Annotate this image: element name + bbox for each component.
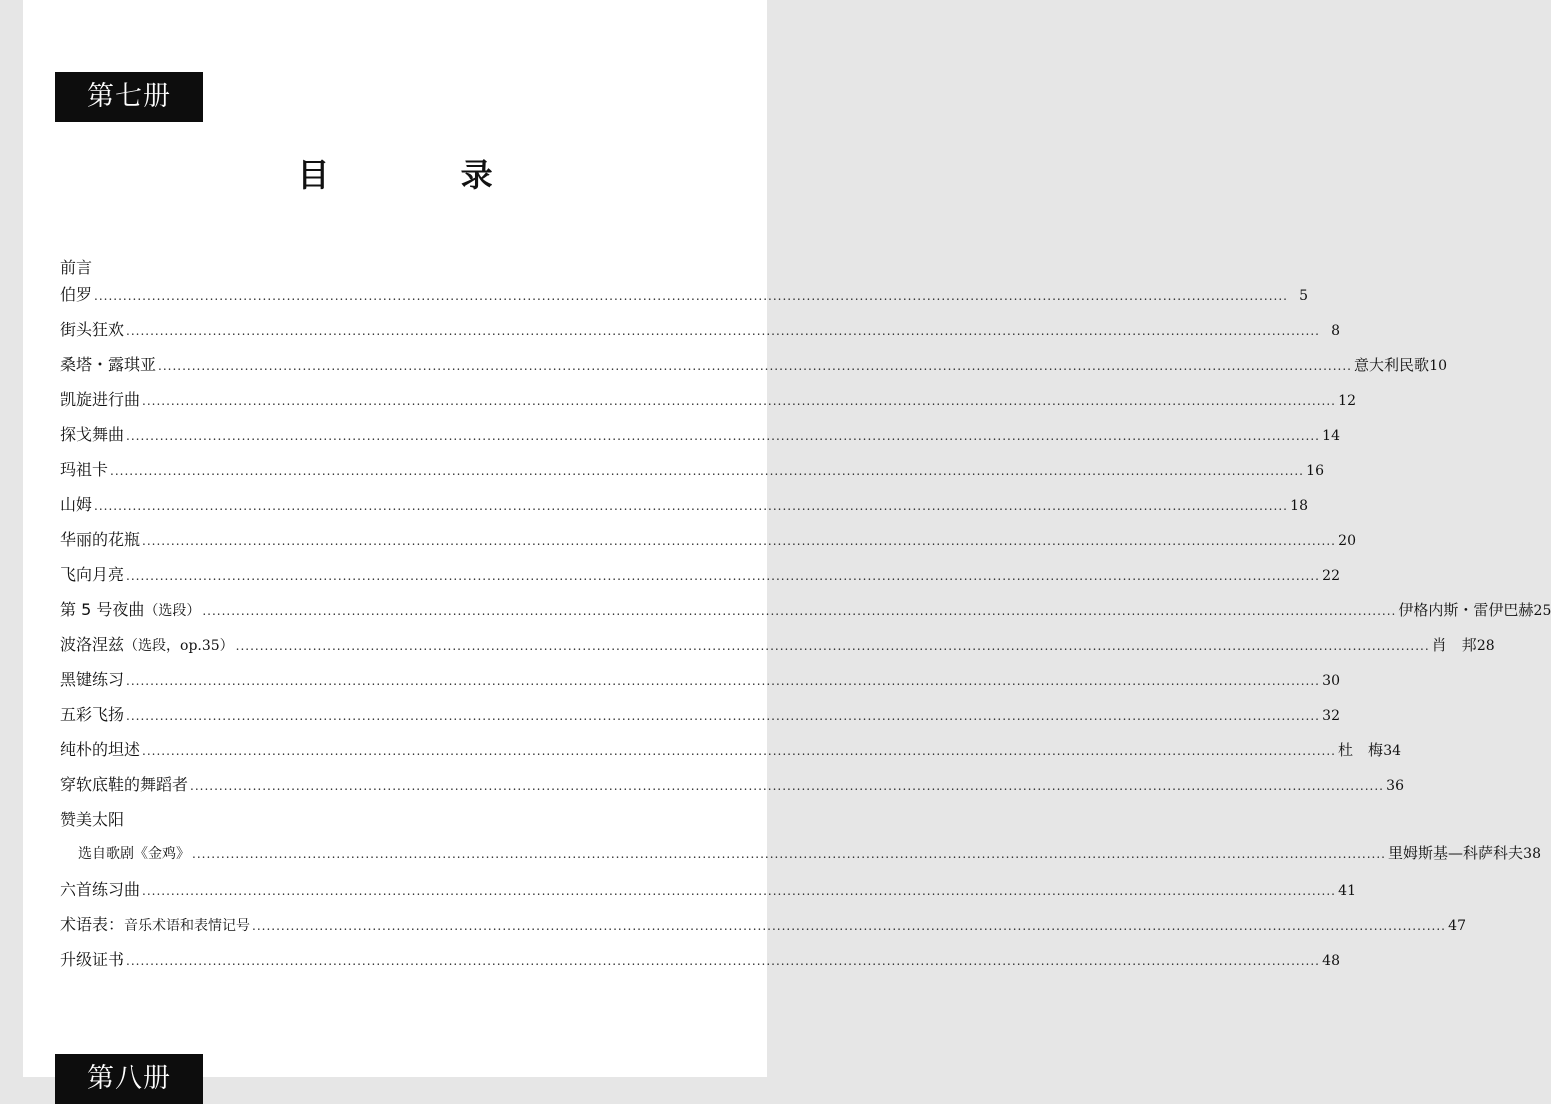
toc-entry-sub <box>60 842 1541 877</box>
toc-entry-title: 探戈舞曲 <box>60 425 125 444</box>
toc-entry <box>60 947 1340 982</box>
toc-entry <box>60 282 1308 317</box>
toc-leader-dots <box>158 359 1352 373</box>
toc-entry <box>60 352 1448 387</box>
toc-entry-note: 音乐术语和表情记号 <box>124 918 251 934</box>
toc-leader-dots <box>202 604 1396 618</box>
toc-entry-author: 里姆斯基—科萨科夫 <box>1387 844 1523 862</box>
toc-entry-page: 30 <box>1322 673 1340 689</box>
toc-entry-page: 34 <box>1383 743 1402 759</box>
toc-entry-page: 18 <box>1290 498 1308 514</box>
toc-entry-note: （选段，op.35） <box>124 638 234 654</box>
toc-leader-dots <box>126 674 1320 688</box>
toc-entry-page: 47 <box>1448 918 1466 934</box>
toc-leader-dots <box>192 847 1386 861</box>
toc-entry-page: 16 <box>1306 463 1324 479</box>
toc-leader-dots <box>110 464 1304 478</box>
toc-entry-title: 赞美太阳 <box>60 810 125 829</box>
toc-entry-title: 六首练习曲 <box>60 880 141 899</box>
toc-entry-page: 36 <box>1386 778 1404 794</box>
toc-entry-title: 山姆 <box>60 495 93 514</box>
toc-entry-page: 22 <box>1322 568 1340 584</box>
toc-entry-title: 波洛涅兹 <box>60 635 125 654</box>
toc-entry-note: （选段） <box>144 603 201 619</box>
toc-entry-title: 伯罗 <box>60 285 93 304</box>
book-label-volume-7: 第七册 <box>55 72 203 122</box>
toc-entry <box>60 492 1308 527</box>
toc-entry-title: 选自歌剧《金鸡》 <box>78 846 190 862</box>
toc-entry <box>60 527 1356 562</box>
toc-entry <box>60 317 1340 352</box>
toc-entry-page: 5 <box>1299 288 1308 304</box>
toc-entry-page: 28 <box>1476 638 1495 654</box>
toc-entry-author: 杜 梅 <box>1338 741 1384 759</box>
toc-leader-dots <box>142 884 1336 898</box>
toc-leader-dots <box>126 569 1320 583</box>
document-page <box>23 0 1551 1094</box>
toc-entry <box>60 667 1340 702</box>
toc-entry-title: 玛祖卡 <box>60 460 109 479</box>
toc-leader-dots <box>94 499 1288 513</box>
toc-entry-title: 五彩飞扬 <box>60 705 125 724</box>
toc-entry <box>60 877 1356 912</box>
toc-entry-page: 48 <box>1322 953 1340 969</box>
toc-entry-title: 升级证书 <box>60 950 125 969</box>
toc-section-head <box>60 807 733 842</box>
toc-entry-author: 意大利民歌 <box>1354 356 1430 374</box>
toc-entry <box>60 632 1495 667</box>
toc-entry-title: 第 5 号夜曲 <box>60 600 145 619</box>
toc-entry <box>60 387 1356 422</box>
toc-entry-page: 14 <box>1322 428 1340 444</box>
toc-entry <box>60 912 1466 947</box>
book-label-volume-8: 第八册 <box>55 1054 203 1104</box>
toc-leader-dots <box>126 709 1320 723</box>
toc-leader-dots <box>252 919 1446 933</box>
toc-entry-title: 纯朴的坦述 <box>60 740 141 759</box>
toc-entry-page: 32 <box>1322 708 1340 724</box>
toc-entry <box>60 562 1340 597</box>
toc-leader-dots <box>126 954 1320 968</box>
toc-leader-dots <box>142 534 1336 548</box>
toc-entry <box>60 737 1402 772</box>
toc-entry-title: 飞向月亮 <box>60 565 125 584</box>
toc-entry <box>60 422 1340 457</box>
toc-title: 目 录 <box>297 156 553 194</box>
toc-preface: 前言 <box>60 258 93 277</box>
toc-entry-page: 38 <box>1523 846 1541 862</box>
toc-entry-page: 10 <box>1429 358 1448 374</box>
toc-entry-title: 凯旋进行曲 <box>60 390 141 409</box>
toc-leader-dots <box>236 639 1430 653</box>
toc-entry-title: 华丽的花瓶 <box>60 530 141 549</box>
toc-entry-title: 穿软底鞋的舞蹈者 <box>60 775 189 794</box>
toc-leader-dots <box>126 429 1320 443</box>
toc-entry <box>60 597 1551 632</box>
toc-leader-dots <box>142 394 1336 408</box>
toc-entry-page: 12 <box>1338 393 1356 409</box>
toc-entry-author: 肖 邦 <box>1431 636 1477 654</box>
toc-entry-page: 25 <box>1533 603 1551 619</box>
toc-entry-title: 街头狂欢 <box>60 320 125 339</box>
toc-entry-page: 20 <box>1338 533 1356 549</box>
toc-entry-page: 8 <box>1331 323 1340 339</box>
toc-entry-author: 伊格内斯・雷伊巴赫 <box>1398 601 1534 619</box>
toc-entry <box>60 702 1340 737</box>
toc-entry-title: 黑键练习 <box>60 670 125 689</box>
toc-leader-dots <box>94 289 1288 303</box>
toc-entry <box>60 772 1404 807</box>
toc-entry <box>60 457 1324 492</box>
toc-list <box>60 282 1551 982</box>
toc-entry-title: 桑塔・露琪亚 <box>60 355 157 374</box>
toc-entry-title: 术语表： <box>60 915 125 934</box>
toc-leader-dots <box>126 324 1320 338</box>
toc-leader-dots <box>142 744 1336 758</box>
toc-leader-dots <box>190 779 1384 793</box>
toc-entry-page: 41 <box>1338 883 1356 899</box>
